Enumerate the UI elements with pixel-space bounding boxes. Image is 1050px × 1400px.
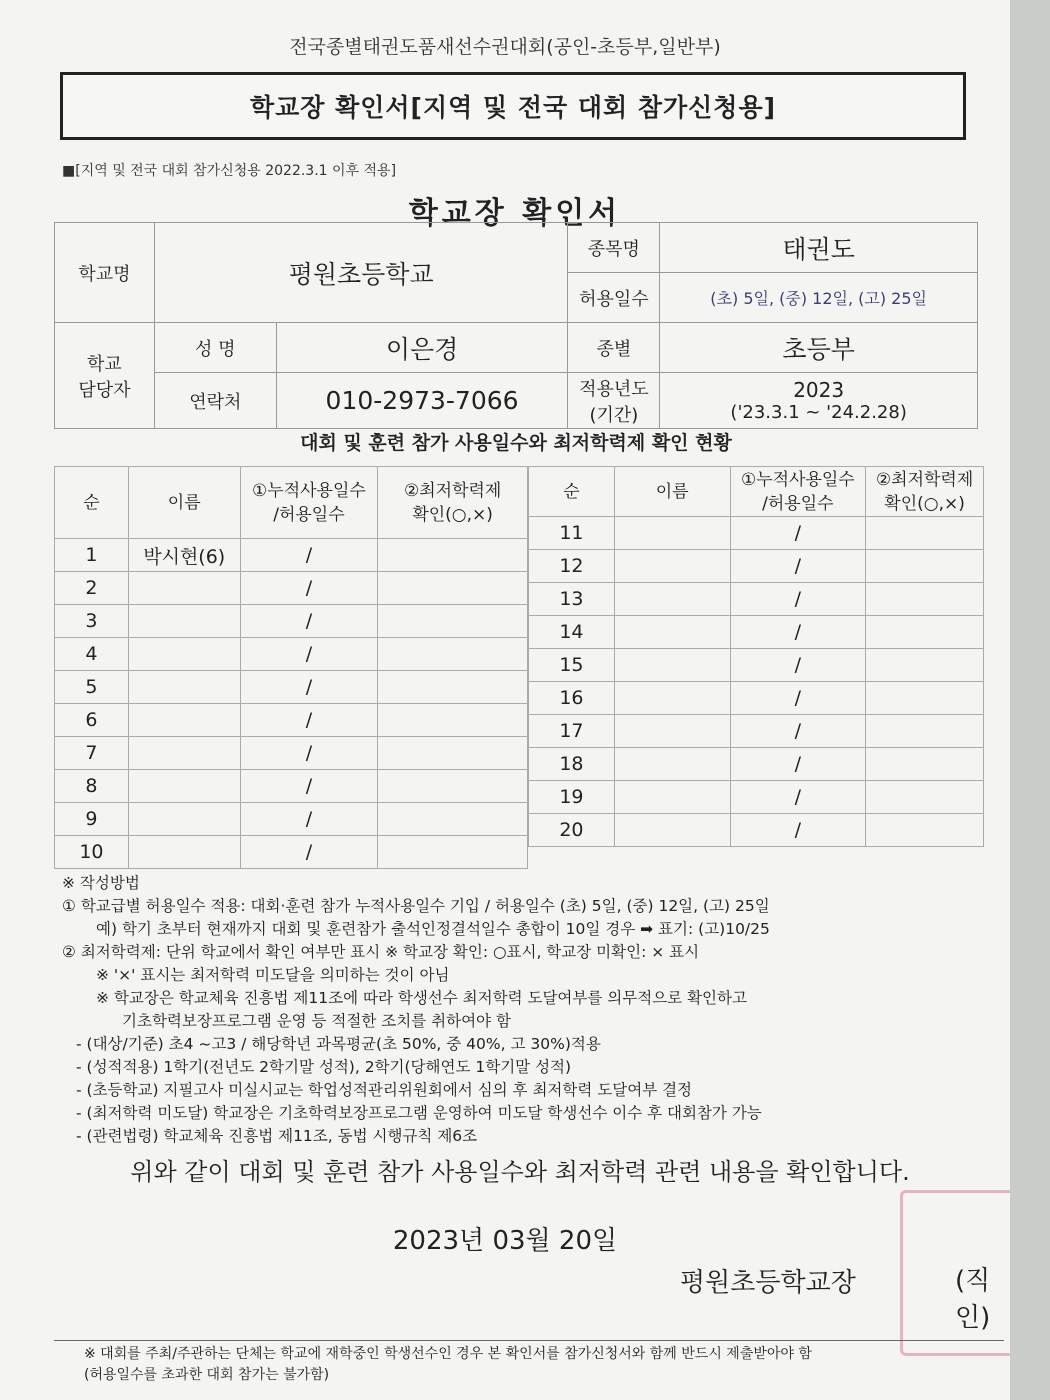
cell-days: / — [240, 803, 378, 836]
table-row — [529, 748, 984, 781]
cell-name — [128, 770, 240, 803]
cell-check[interactable] — [866, 583, 984, 616]
cell-no: 10 — [55, 836, 129, 869]
period-value: ('23.3.1 ~ '24.2.28) — [730, 402, 907, 423]
cell-days: / — [730, 748, 866, 781]
note-line: ※ 학교장은 학교체육 진흥법 제11조에 따라 학생선수 최저학력 도달여부를 의무적으로 확인하고 — [96, 989, 747, 1007]
cell-days: / — [730, 781, 866, 814]
info-table — [54, 222, 978, 429]
cell-check[interactable] — [378, 605, 528, 638]
cell-days: / — [730, 550, 866, 583]
cell-days: / — [730, 682, 866, 715]
table-row — [55, 539, 528, 572]
table-row — [55, 803, 528, 836]
cell-check[interactable] — [378, 539, 528, 572]
col-check-l2: 확인(○,×) — [884, 493, 965, 514]
cell-no: 9 — [55, 803, 129, 836]
cell-name — [614, 517, 730, 550]
table-row — [55, 572, 528, 605]
note-line: - (성적적용) 1학기(전년도 2학기말 성적), 2학기(당해연도 1학기말 성적) — [76, 1058, 572, 1076]
cell-no: 13 — [529, 583, 615, 616]
cell-name — [128, 671, 240, 704]
cell-no: 12 — [529, 550, 615, 583]
year-label-line2: (기간) — [589, 404, 639, 426]
cell-name: 박시현(6) — [128, 539, 240, 572]
division-value: 초등부 — [660, 323, 978, 373]
cell-check[interactable] — [866, 649, 984, 682]
contact-value: 010-2973-7066 — [276, 373, 568, 429]
applies-note: ■[지역 및 전국 대회 참가신청용 2022.3.1 이후 적용] — [62, 163, 397, 179]
cell-name — [614, 748, 730, 781]
cell-no: 6 — [55, 704, 129, 737]
cell-name — [614, 550, 730, 583]
col-days — [730, 467, 866, 517]
col-check-l2: 확인(○,×) — [412, 504, 493, 525]
cell-check[interactable] — [378, 770, 528, 803]
cell-days: / — [240, 737, 378, 770]
cell-name — [614, 781, 730, 814]
cell-days: / — [240, 671, 378, 704]
cell-no: 8 — [55, 770, 129, 803]
cell-no: 5 — [55, 671, 129, 704]
cell-days: / — [240, 605, 378, 638]
form-title: 학교장 확인서 — [408, 196, 622, 231]
table-row — [529, 550, 984, 583]
cell-check[interactable] — [378, 572, 528, 605]
cell-name — [614, 583, 730, 616]
cell-days: / — [730, 517, 866, 550]
note-line: ② 최저학력제: 단위 학교에서 확인 여부만 표시 ※ 학교장 확인: ○표시, 학교장 미확인: × 표시 — [62, 943, 700, 961]
col-no: 순 — [55, 467, 129, 539]
note-line: - (초등학교) 지필고사 미실시교는 학업성적관리위원회에서 심의 후 최저학력 도달여부 결정 — [76, 1081, 693, 1099]
cell-days: / — [730, 616, 866, 649]
cell-check[interactable] — [866, 715, 984, 748]
table-row — [55, 605, 528, 638]
year-cell — [660, 373, 978, 429]
note-line: - (최저학력 미도달) 학교장은 기초학력보장프로그램 운영하여 미도달 학생선수 이수 후 대회참가 가능 — [76, 1104, 762, 1122]
cell-days: / — [240, 704, 378, 737]
table-row — [529, 649, 984, 682]
status-table-right — [528, 466, 984, 847]
cell-name — [128, 737, 240, 770]
cell-name — [128, 803, 240, 836]
note-line: 기초학력보장프로그램 운영 등 적절한 조치를 취하여야 함 — [122, 1012, 511, 1030]
col-check-l1: ②최저학력제 — [875, 469, 974, 490]
sport-label: 종목명 — [568, 223, 660, 273]
note-line: - (대상/기준) 초4 ~고3 / 해당학년 과목평균(초 50%, 중 40%, 고 30%)적용 — [76, 1035, 601, 1053]
signer-name: 평원초등학교장 — [680, 1268, 856, 1298]
col-no: 순 — [529, 467, 615, 517]
cell-no: 3 — [55, 605, 129, 638]
note-line: 예) 학기 초부터 현재까지 대회 및 훈련참가 출석인정결석일수 총합이 10일 경우 ➡ 표기: (고)10/25 — [96, 920, 770, 938]
cell-name — [128, 704, 240, 737]
footer-line-2: (허용일수를 초과한 대회 참가는 불가함) — [84, 1367, 330, 1383]
manager-label — [55, 323, 155, 429]
instructions — [62, 872, 1012, 1148]
cell-days: / — [730, 649, 866, 682]
cell-name — [614, 649, 730, 682]
cell-check[interactable] — [866, 517, 984, 550]
cell-no: 7 — [55, 737, 129, 770]
cell-no: 2 — [55, 572, 129, 605]
cell-days: / — [730, 715, 866, 748]
cell-no: 18 — [529, 748, 615, 781]
table-row — [529, 583, 984, 616]
table-row — [529, 682, 984, 715]
table-row — [55, 770, 528, 803]
cell-check[interactable] — [866, 550, 984, 583]
cell-days: / — [240, 539, 378, 572]
note-line: - (관련법령) 학교체육 진흥법 제11조, 동법 시행규칙 제6조 — [76, 1127, 478, 1145]
cell-days: / — [240, 770, 378, 803]
cell-name — [614, 682, 730, 715]
table-row — [529, 517, 984, 550]
cell-name — [614, 814, 730, 847]
cell-no: 16 — [529, 682, 615, 715]
col-days-l1: ①누적사용일수 — [252, 480, 366, 501]
table-row — [529, 616, 984, 649]
cell-check[interactable] — [378, 737, 528, 770]
cell-name — [128, 605, 240, 638]
cell-name — [128, 836, 240, 869]
table-row — [529, 814, 984, 847]
name-label: 성 명 — [154, 323, 276, 373]
cell-days: / — [240, 572, 378, 605]
cell-name — [614, 616, 730, 649]
manager-label-line1: 학교 — [87, 353, 122, 375]
cell-check[interactable] — [378, 704, 528, 737]
sport-value: 태권도 — [660, 223, 978, 273]
manager-label-line2: 담당자 — [78, 379, 131, 401]
footer-line-1: ※ 대회를 주최/주관하는 단체는 학교에 재학중인 학생선수인 경우 본 확인서를 참가신청서와 함께 반드시 제출받아야 함 — [84, 1346, 812, 1362]
year-label — [568, 373, 660, 429]
table-row — [529, 715, 984, 748]
cell-check[interactable] — [378, 803, 528, 836]
name-value: 이은경 — [276, 323, 568, 373]
cell-name — [128, 638, 240, 671]
status-title: 대회 및 훈련 참가 사용일수와 최저학력제 확인 현황 — [300, 432, 732, 454]
allowed-days-value: (초) 5일, (중) 12일, (고) 25일 — [660, 273, 978, 323]
status-table-left — [54, 466, 528, 869]
col-name: 이름 — [128, 467, 240, 539]
school-value: 평원초등학교 — [154, 223, 568, 323]
col-days-l2: /허용일수 — [762, 493, 834, 514]
cell-check[interactable] — [378, 671, 528, 704]
cell-check[interactable] — [866, 814, 984, 847]
cell-no: 15 — [529, 649, 615, 682]
cell-check[interactable] — [866, 616, 984, 649]
cell-check[interactable] — [866, 781, 984, 814]
cell-no: 4 — [55, 638, 129, 671]
cell-name — [614, 715, 730, 748]
table-row — [529, 781, 984, 814]
cell-no: 20 — [529, 814, 615, 847]
cell-check[interactable] — [866, 748, 984, 781]
division-label: 종별 — [568, 323, 660, 373]
col-check-l1: ②최저학력제 — [403, 480, 502, 501]
cell-check[interactable] — [378, 836, 528, 869]
document-title-box — [60, 72, 966, 140]
notes-heading: ※ 작성방법 — [62, 874, 140, 892]
cell-days: / — [730, 814, 866, 847]
cell-days: / — [730, 583, 866, 616]
table-row — [55, 737, 528, 770]
cell-name — [128, 572, 240, 605]
cell-days: / — [240, 638, 378, 671]
cell-check[interactable] — [378, 638, 528, 671]
col-days-l1: ①누적사용일수 — [740, 469, 855, 490]
cell-no: 19 — [529, 781, 615, 814]
cell-no: 11 — [529, 517, 615, 550]
table-row — [55, 638, 528, 671]
year-label-line1: 적용년도 — [579, 378, 649, 400]
footer-note — [84, 1344, 812, 1386]
cell-no: 1 — [55, 539, 129, 572]
note-line: ※ '×' 표시는 최저학력 미도달을 의미하는 것이 아님 — [96, 966, 450, 984]
event-title: 전국종별태권도품새선수권대회(공인-초등부,일반부) — [289, 36, 721, 58]
allowed-days-label: 허용일수 — [568, 273, 660, 323]
issue-date: 2023년 03월 20일 — [392, 1226, 618, 1256]
table-row — [55, 671, 528, 704]
background-edge — [1010, 0, 1050, 1400]
contact-label: 연락처 — [154, 373, 276, 429]
year-value: 2023 — [793, 378, 845, 402]
table-row — [55, 704, 528, 737]
col-check — [378, 467, 528, 539]
cell-no: 17 — [529, 715, 615, 748]
confirm-statement: 위와 같이 대회 및 훈련 참가 사용일수와 최저학력 관련 내용을 확인합니다. — [130, 1158, 910, 1186]
school-label: 학교명 — [55, 223, 155, 323]
document-title: 학교장 확인서[지역 및 전국 대회 참가신청용] — [249, 93, 777, 122]
cell-no: 14 — [529, 616, 615, 649]
note-line: ① 학교급별 허용일수 적용: 대회·훈련 참가 누적사용일수 기입 / 허용일수 (초) 5일, (중) 12일, (고) 25일 — [62, 897, 770, 915]
seal-label: (직인) — [955, 1266, 991, 1333]
col-days — [240, 467, 378, 539]
col-name: 이름 — [614, 467, 730, 517]
col-days-l2: /허용일수 — [273, 504, 345, 525]
col-check — [866, 467, 984, 517]
cell-days: / — [240, 836, 378, 869]
table-row — [55, 836, 528, 869]
footer-divider — [54, 1340, 1004, 1341]
cell-check[interactable] — [866, 682, 984, 715]
